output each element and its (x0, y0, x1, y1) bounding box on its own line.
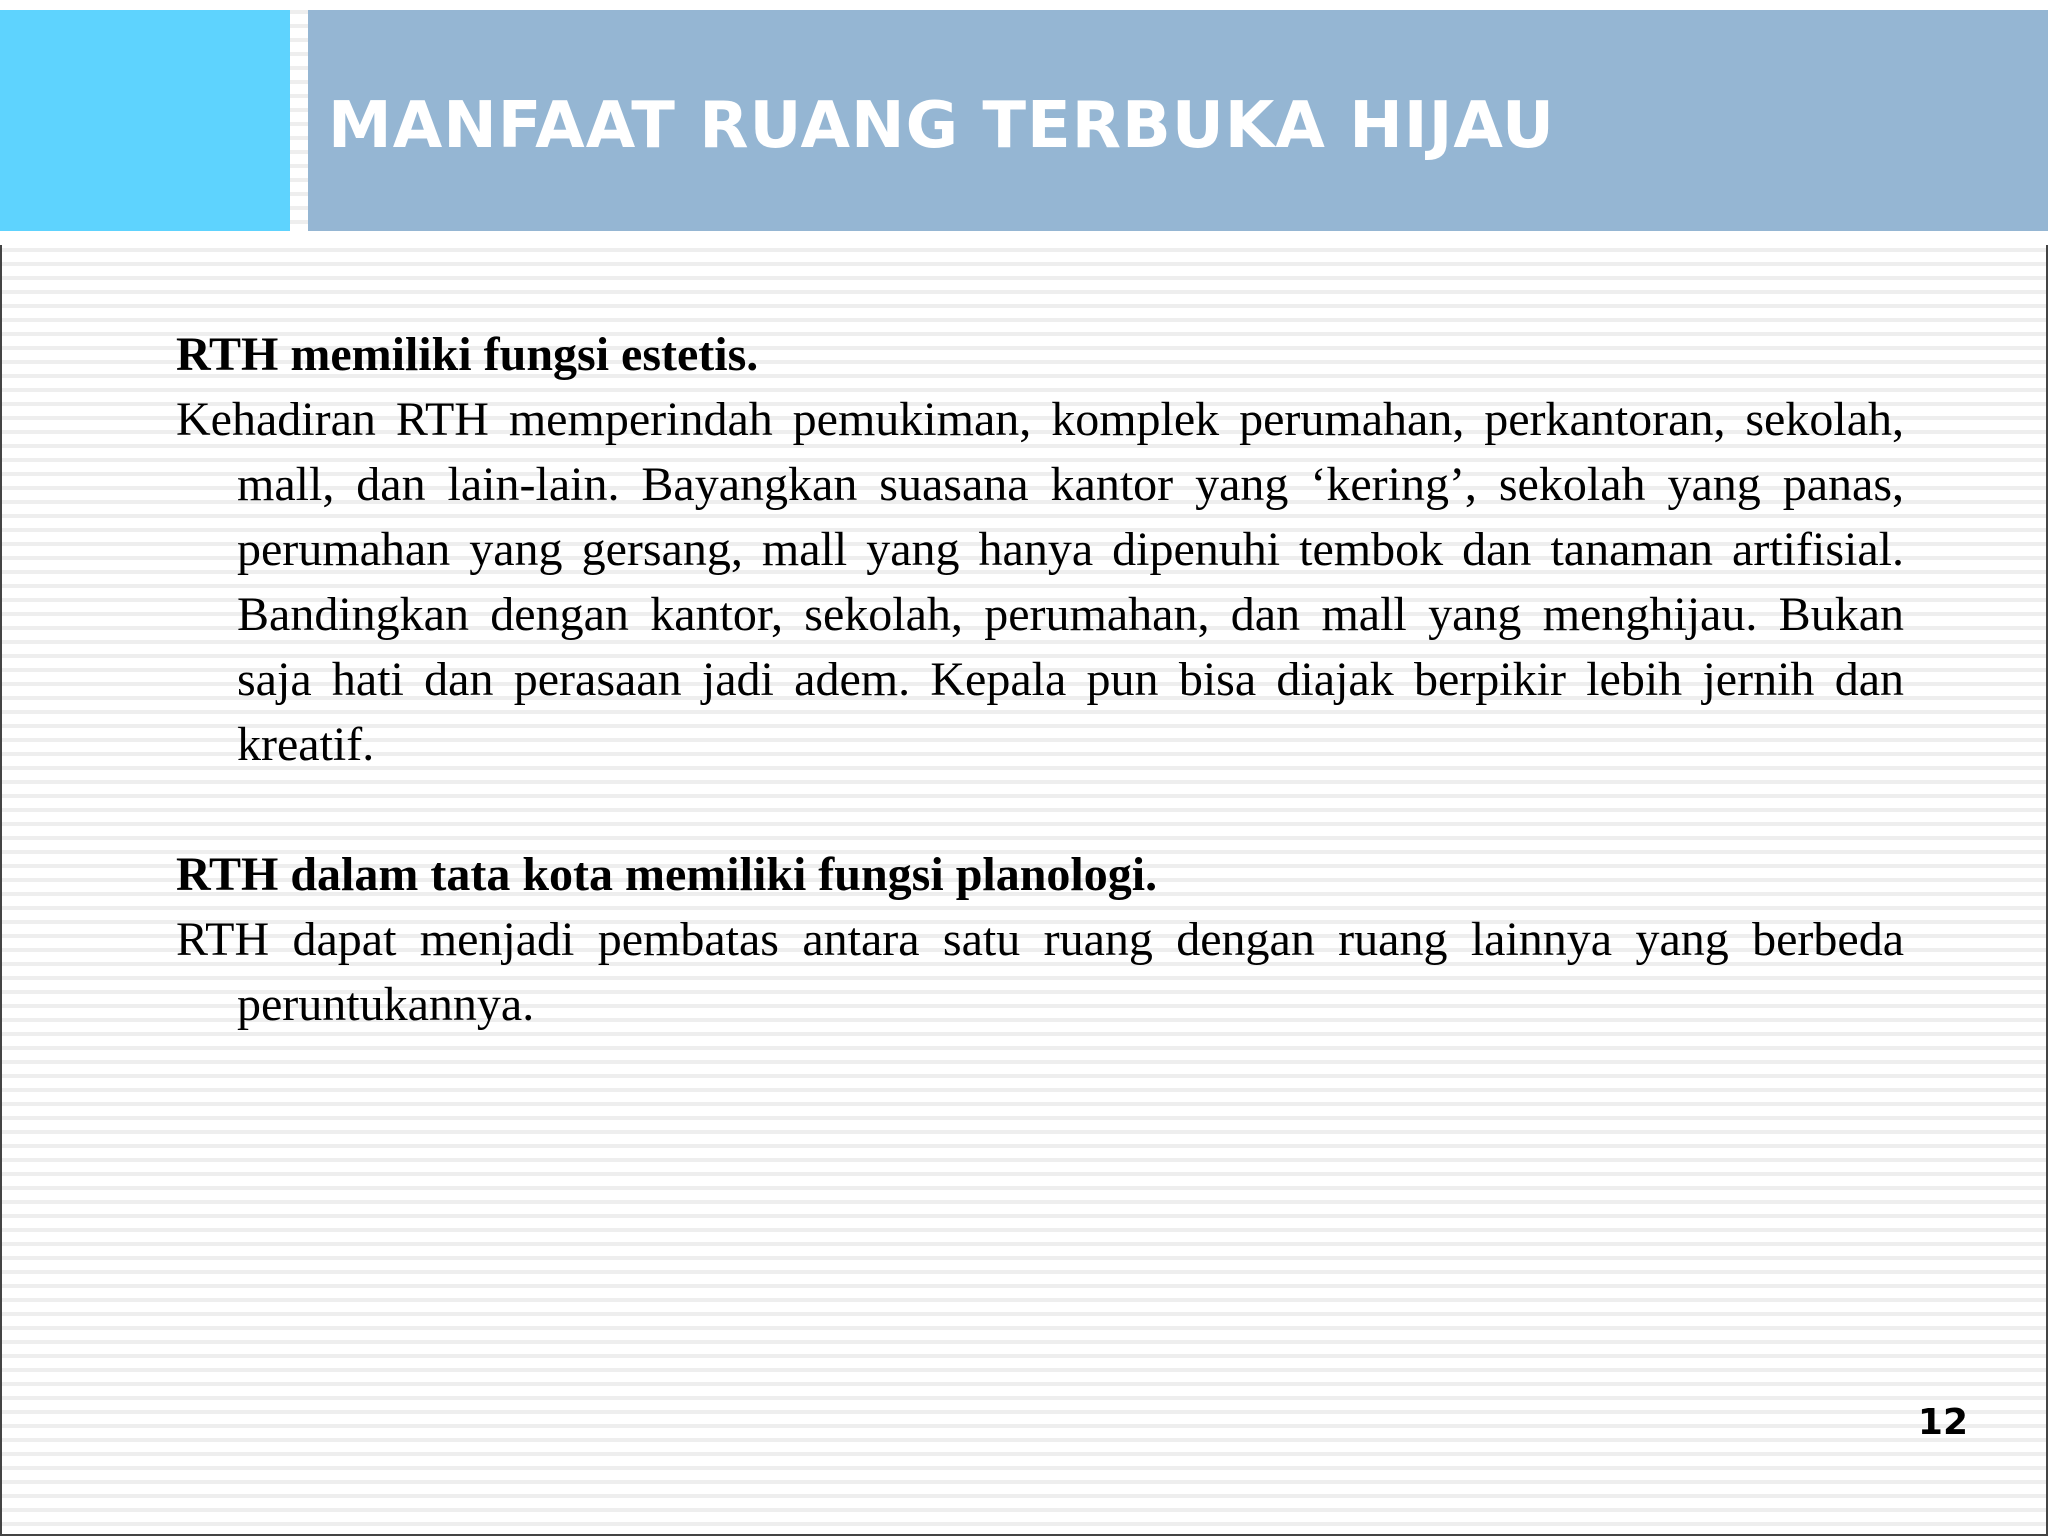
section-heading: RTH dalam tata kota memiliki fungsi planologi. (176, 848, 1158, 901)
section-body: RTH dapat menjadi pembatas antara satu ruang dengan ruang lainnya yang berbeda peruntukannya. (176, 913, 1904, 1031)
section-estetis (176, 322, 1904, 777)
title-accent-block (0, 10, 290, 231)
section-body: Kehadiran RTH memperindah pemukiman, komplek perumahan, perkantoran, sekolah, mall, dan lain-lain. Bayangkan suasana kantor yang ‘kering’, sekolah yang panas, perumahan yang gersang, mall yang hanya dipenuhi tembok dan tanaman artifisial. Bandingkan dengan kantor, sekolah, perumahan, dan mall yang menghijau. Bukan saja hati dan perasaan jadi adem. Kepala pun bisa diajak berpikir lebih jernih dan kreatif. (176, 393, 1904, 771)
slide-title: MANFAAT RUANG TERBUKA HIJAU (328, 89, 1555, 163)
section-planologi (176, 842, 1904, 1037)
title-band-gap (0, 231, 2048, 245)
frame-left-border (0, 245, 2, 1536)
section-heading: RTH memiliki fungsi estetis. (176, 328, 759, 381)
slide-content (176, 322, 1904, 1037)
page-number: 12 (1917, 1402, 1968, 1443)
